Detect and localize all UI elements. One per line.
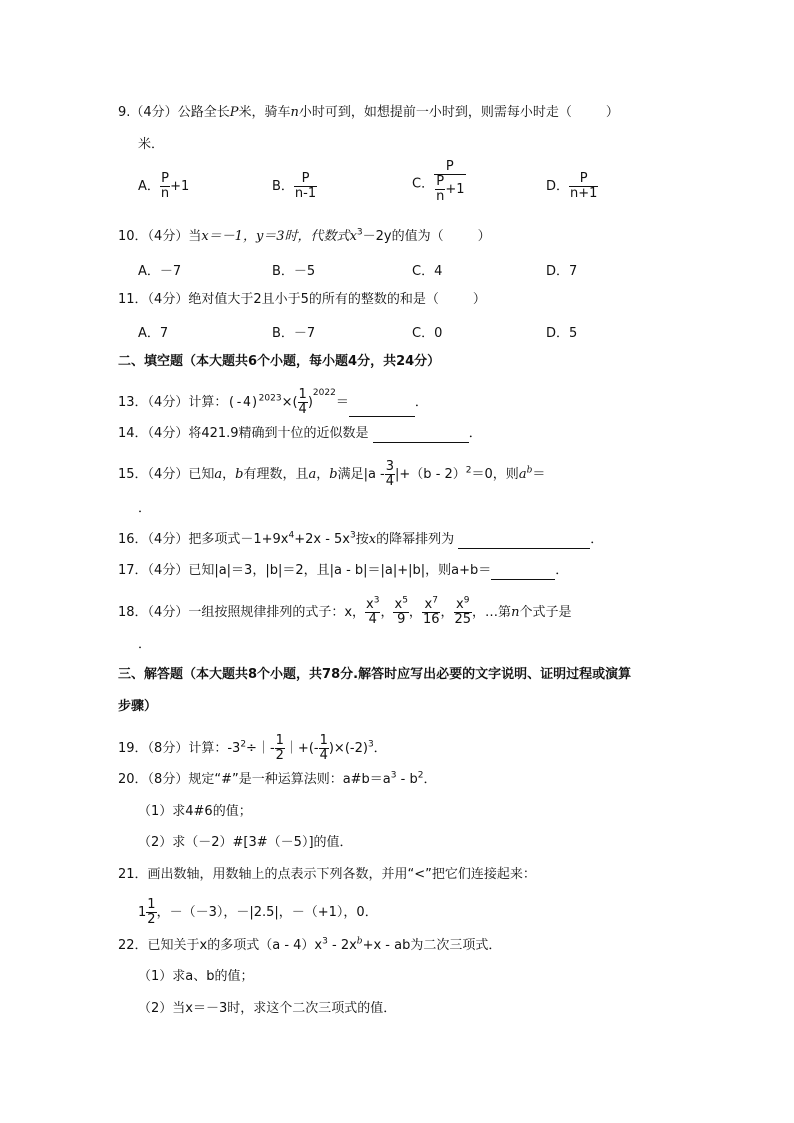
fraction bbox=[294, 172, 317, 201]
section-2-heading: 二、填空题（本大题共6个小题，每小题4分，共24分） bbox=[118, 354, 441, 369]
q21-text: 画出数轴，用数轴上的点表示下列各数，并用“<”把它们连接起来： bbox=[147, 867, 536, 882]
question-14 bbox=[118, 425, 482, 443]
var-x: x bbox=[366, 597, 374, 612]
q11-text: 绝对值大于2且小于5的所有的整数的和是（ bbox=[188, 292, 439, 307]
q15-var-a: a bbox=[308, 467, 317, 482]
numerator: P bbox=[579, 171, 588, 186]
q16-number: 16． bbox=[118, 532, 148, 547]
q17-number: 17． bbox=[118, 563, 148, 578]
q22-sub-2: （2）当x＝－3时，求这个二次三项式的值． bbox=[138, 1001, 397, 1016]
question-11 bbox=[118, 291, 486, 309]
q13-text: 计算： bbox=[188, 395, 228, 410]
q10-option-b: B．－5 bbox=[272, 264, 316, 279]
equals-sign: ＝ bbox=[532, 467, 546, 482]
fraction bbox=[569, 172, 598, 201]
q20-number: 20． bbox=[118, 772, 148, 787]
question-10 bbox=[118, 228, 491, 246]
denominator bbox=[434, 174, 465, 204]
question-22 bbox=[118, 937, 501, 955]
q11-close-paren: ） bbox=[472, 292, 486, 307]
comma: ， bbox=[222, 467, 236, 482]
exponent: 9 bbox=[463, 595, 470, 606]
q15-text: 已知 bbox=[188, 467, 215, 482]
q16-var-x: x bbox=[368, 532, 377, 547]
denominator: 2 bbox=[275, 748, 284, 763]
q20-sub-1: （1）求4#6的值； bbox=[138, 804, 252, 819]
q18-number: 18． bbox=[118, 605, 148, 620]
exponent: 3 bbox=[356, 227, 363, 238]
question-15 bbox=[118, 460, 545, 489]
q22-text: - 2x bbox=[327, 938, 357, 953]
q18-text: ，…第 bbox=[472, 605, 512, 620]
numerator: 1 bbox=[298, 387, 307, 402]
q19-expr: ｜+(- bbox=[284, 741, 319, 756]
q20-score: （8分） bbox=[147, 772, 189, 787]
exponent: 2 bbox=[417, 770, 424, 781]
answer-blank[interactable] bbox=[458, 548, 590, 549]
denominator: 9 bbox=[393, 612, 408, 627]
denominator: n bbox=[160, 186, 170, 201]
q22-text: 已知关于x的多项式（a - 4）x bbox=[147, 938, 323, 953]
times-sign: × bbox=[281, 395, 293, 410]
var-x: x bbox=[394, 597, 403, 612]
fraction bbox=[393, 595, 408, 627]
q19-expr: ÷｜- bbox=[246, 741, 275, 756]
q18-end: ． bbox=[138, 637, 152, 652]
compound-fraction bbox=[434, 160, 465, 204]
period: ． bbox=[423, 772, 437, 787]
q9-option-c bbox=[412, 160, 466, 204]
numerator: 1 bbox=[275, 733, 284, 748]
q10-option-c: C．4 bbox=[412, 264, 443, 279]
numerator bbox=[365, 595, 380, 612]
q14-score: （4分） bbox=[147, 426, 189, 441]
fraction bbox=[319, 734, 329, 763]
q11-score: （4分） bbox=[147, 292, 189, 307]
q15-var-b: b bbox=[329, 467, 338, 482]
q15-end: ． bbox=[138, 501, 152, 516]
q10-number: 10． bbox=[118, 229, 148, 244]
q20-sub-2: （2）求（－2）#[3#（－5）]的值． bbox=[138, 835, 353, 850]
denominator: n bbox=[436, 189, 445, 204]
q18-score: （4分） bbox=[147, 605, 189, 620]
q21-list: ，－（－3），－|2.5|，－（+1），0． bbox=[156, 905, 378, 920]
q14-text: 将421.9精确到十位的近似数是 bbox=[188, 426, 369, 441]
q18-var-n: n bbox=[511, 605, 520, 620]
var-x: x bbox=[456, 597, 464, 612]
q15-power-base: a bbox=[518, 467, 527, 482]
q10-option-d: D．7 bbox=[546, 264, 578, 279]
exponent: 3 bbox=[373, 595, 380, 606]
paren: ) bbox=[307, 395, 313, 410]
q15-number: 15． bbox=[118, 467, 148, 482]
q9-number: 9. bbox=[118, 105, 131, 120]
question-19 bbox=[118, 734, 387, 763]
fraction bbox=[454, 595, 473, 627]
exponent: 2022 bbox=[312, 387, 336, 398]
comma: ， bbox=[316, 467, 330, 482]
denominator: 4 bbox=[365, 612, 380, 627]
q11-option-c: C．0 bbox=[412, 326, 443, 341]
question-20 bbox=[118, 771, 436, 789]
q15-text: ＝0，则 bbox=[471, 467, 519, 482]
question-13 bbox=[118, 388, 428, 417]
q22-text: +x - ab为二次三项式． bbox=[362, 938, 502, 953]
q19-expr: )×(-2) bbox=[328, 741, 368, 756]
period: ． bbox=[555, 563, 569, 578]
q19-number: 19． bbox=[118, 741, 148, 756]
answer-blank[interactable] bbox=[491, 579, 555, 580]
exponent: 5 bbox=[402, 595, 408, 606]
q11-option-d: D．5 bbox=[546, 326, 578, 341]
q13-score: （4分） bbox=[147, 395, 189, 410]
comma: ， bbox=[440, 605, 454, 620]
exponent: 2 bbox=[465, 465, 472, 476]
q22-number: 22． bbox=[118, 938, 148, 953]
question-18 bbox=[118, 595, 572, 627]
numerator bbox=[454, 595, 473, 612]
period: ． bbox=[468, 426, 482, 441]
fraction bbox=[160, 172, 170, 201]
fraction bbox=[146, 898, 156, 927]
question-9 bbox=[118, 104, 619, 122]
q16-text: 把多项式－1+9x bbox=[188, 532, 289, 547]
question-17 bbox=[118, 562, 568, 580]
numerator bbox=[393, 595, 408, 612]
q20-text: 规定“#”是一种运算法则：a#b＝a bbox=[188, 772, 391, 787]
exponent: 2 bbox=[240, 739, 247, 750]
denominator: 16 bbox=[422, 612, 440, 627]
q16-text: 按 bbox=[355, 532, 369, 547]
answer-blank[interactable] bbox=[373, 442, 469, 443]
option-label: A． bbox=[138, 179, 160, 194]
option-tail: +1 bbox=[445, 182, 465, 197]
option-tail: +1 bbox=[170, 179, 190, 194]
paren: ( bbox=[292, 395, 298, 410]
numerator: 3 bbox=[385, 459, 395, 474]
denominator: n+1 bbox=[570, 186, 598, 201]
q13-base: (-4) bbox=[227, 395, 259, 410]
q17-score: （4分） bbox=[147, 563, 189, 578]
q16-text: 的降幂排列为 bbox=[376, 532, 455, 547]
exponent: b bbox=[526, 465, 533, 476]
q9-var-p: P bbox=[229, 105, 239, 120]
mixed-number-whole: 1 bbox=[138, 905, 147, 920]
numerator: P bbox=[301, 171, 310, 186]
q20-text: - b bbox=[396, 772, 418, 787]
fraction bbox=[435, 175, 445, 204]
q10-var-x: x bbox=[349, 229, 357, 244]
q9-text: 公路全长 bbox=[177, 105, 230, 120]
q10-option-a: A．－7 bbox=[138, 264, 182, 279]
q15-text: |+（b - 2） bbox=[395, 467, 466, 482]
q11-option-b: B．－7 bbox=[272, 326, 316, 341]
option-label: B． bbox=[272, 179, 294, 194]
exponent: 2023 bbox=[258, 393, 282, 404]
var-x: x bbox=[424, 597, 433, 612]
q18-text: 个式子是 bbox=[519, 605, 572, 620]
q21-number-list bbox=[138, 898, 378, 927]
denominator: 4 bbox=[319, 748, 328, 763]
fraction bbox=[275, 734, 285, 763]
numerator: P bbox=[445, 159, 454, 174]
numerator: 1 bbox=[147, 897, 156, 912]
q11-number: 11． bbox=[118, 292, 148, 307]
q13-number: 13． bbox=[118, 395, 148, 410]
q19-score: （8分） bbox=[147, 741, 189, 756]
q9-score: （4分） bbox=[130, 105, 178, 120]
denominator: 2 bbox=[147, 912, 156, 927]
question-16 bbox=[118, 531, 603, 549]
q10-expr: x＝－1，y＝3时，代数式 bbox=[201, 229, 350, 244]
exponent: 3 bbox=[390, 770, 397, 781]
period: ． bbox=[373, 741, 387, 756]
q15-var-b: b bbox=[235, 467, 244, 482]
q9-close-paren: ） bbox=[605, 105, 619, 120]
fraction bbox=[385, 460, 395, 489]
numerator: P bbox=[161, 171, 169, 186]
q10-text: 当 bbox=[188, 229, 202, 244]
q10-score: （4分） bbox=[147, 229, 189, 244]
exponent: b bbox=[356, 936, 363, 947]
numerator bbox=[422, 595, 441, 612]
q10-text: －2y的值为（ bbox=[362, 229, 444, 244]
fraction bbox=[422, 595, 441, 627]
option-label: C． bbox=[412, 176, 435, 192]
question-21 bbox=[118, 866, 536, 884]
q9-var-n: n bbox=[290, 105, 299, 120]
answer-blank[interactable] bbox=[349, 416, 415, 417]
exponent: 3 bbox=[322, 936, 328, 947]
denominator: n-1 bbox=[294, 186, 317, 201]
q16-text: +2x - 5x bbox=[294, 532, 350, 547]
numerator: 1 bbox=[319, 733, 328, 748]
q21-number: 21． bbox=[118, 867, 148, 882]
q10-close-paren: ） bbox=[477, 229, 491, 244]
period: ． bbox=[590, 532, 604, 547]
q9-text: 米，骑车 bbox=[238, 105, 291, 120]
q15-score: （4分） bbox=[147, 467, 189, 482]
q22-sub-1: （1）求a、b的值； bbox=[138, 969, 254, 984]
period: ． bbox=[414, 395, 428, 410]
equals-sign: ＝ bbox=[335, 395, 349, 410]
fraction bbox=[298, 388, 308, 417]
exponent: 3 bbox=[367, 739, 374, 750]
fraction bbox=[365, 595, 380, 627]
q9-option-a bbox=[138, 172, 189, 201]
q15-var-a: a bbox=[214, 467, 223, 482]
q18-text: 一组按照规律排列的式子：x， bbox=[188, 605, 366, 620]
q9-option-b bbox=[272, 172, 317, 201]
q9-option-d bbox=[546, 172, 598, 201]
q9-continuation: 米． bbox=[138, 137, 165, 152]
denominator: 4 bbox=[385, 474, 395, 489]
q19-expr: -3 bbox=[227, 741, 241, 756]
denominator: 4 bbox=[298, 402, 307, 417]
q15-text: 满足|a - bbox=[337, 467, 385, 482]
option-label: D． bbox=[546, 179, 570, 194]
comma: ， bbox=[380, 605, 394, 620]
q15-text: 有理数，且 bbox=[243, 467, 309, 482]
q19-text: 计算： bbox=[188, 741, 228, 756]
q9-text: 小时可到，如想提前一小时到，则需每小时走（ bbox=[298, 105, 572, 120]
comma: ， bbox=[408, 605, 422, 620]
section-3-heading-cont: 步骤） bbox=[118, 699, 158, 714]
numerator: P bbox=[436, 174, 445, 189]
q11-option-a: A．7 bbox=[138, 326, 169, 341]
q16-score: （4分） bbox=[147, 532, 189, 547]
exponent: 4 bbox=[288, 530, 295, 541]
denominator: 25 bbox=[454, 612, 472, 627]
section-3-heading: 三、解答题（本大题共8个小题，共78分.解答时应写出必要的文字说明、证明过程或演算 bbox=[118, 667, 632, 682]
exponent: 3 bbox=[349, 530, 356, 541]
q14-number: 14． bbox=[118, 426, 148, 441]
q17-text: 已知|a|＝3，|b|＝2，且|a - b|＝|a|+|b|，则a+b＝ bbox=[188, 563, 492, 578]
exponent: 7 bbox=[432, 595, 438, 606]
